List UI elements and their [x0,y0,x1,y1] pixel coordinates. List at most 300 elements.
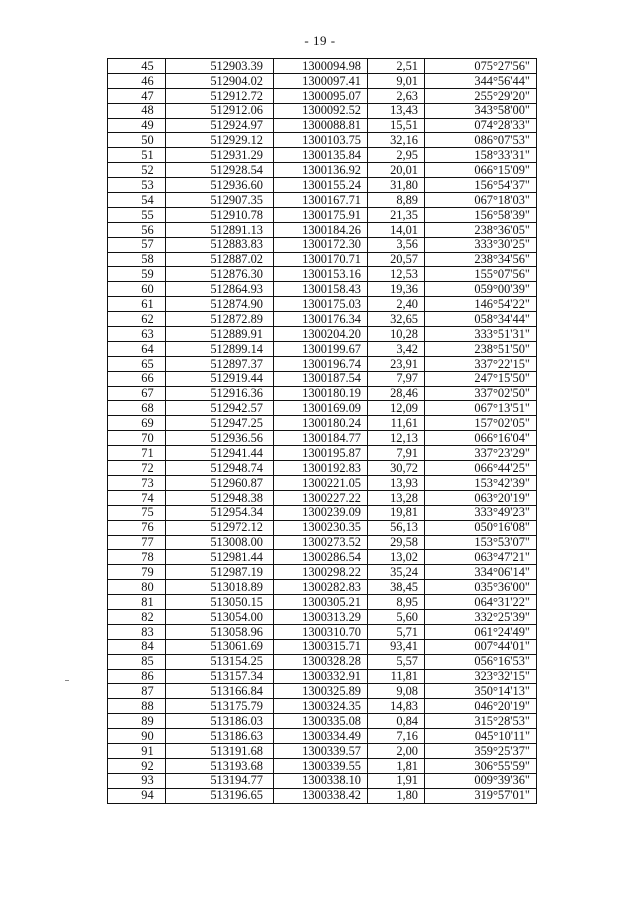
bearing-cell: 155°07'56" [425,267,537,282]
point-number-cell: 83 [108,624,166,639]
distance-cell: 9,08 [368,684,425,699]
distance-cell: 2,51 [368,59,425,74]
distance-cell: 1,80 [368,788,425,803]
coordinates-table [107,58,537,804]
distance-cell: 19,36 [368,282,425,297]
bearing-cell: 359°25'37" [425,743,537,758]
bearing-cell: 337°23'29" [425,446,537,461]
table-row [108,163,537,178]
point-number-cell: 56 [108,222,166,237]
y-coordinate-cell: 1300192.83 [274,461,368,476]
table-row [108,714,537,729]
table-row [108,207,537,222]
y-coordinate-cell: 1300324.35 [274,699,368,714]
point-number-cell: 77 [108,535,166,550]
point-number-cell: 61 [108,297,166,312]
distance-cell: 8,95 [368,595,425,610]
point-number-cell: 69 [108,416,166,431]
x-coordinate-cell: 512891.13 [166,222,274,237]
y-coordinate-cell: 1300167.71 [274,193,368,208]
table-row [108,475,537,490]
bearing-cell: 146°54'22" [425,297,537,312]
y-coordinate-cell: 1300103.75 [274,133,368,148]
distance-cell: 11,81 [368,669,425,684]
y-coordinate-cell: 1300335.08 [274,714,368,729]
distance-cell: 14,83 [368,699,425,714]
point-number-cell: 53 [108,178,166,193]
bearing-cell: 319°57'01" [425,788,537,803]
table-row [108,327,537,342]
table-row [108,580,537,595]
bearing-cell: 050°16'08" [425,520,537,535]
distance-cell: 1,81 [368,758,425,773]
bearing-cell: 334°06'14" [425,565,537,580]
x-coordinate-cell: 513061.69 [166,639,274,654]
point-number-cell: 63 [108,327,166,342]
table-row [108,88,537,103]
bearing-cell: 315°28'53" [425,714,537,729]
table-row [108,446,537,461]
bearing-cell: 344°56'44" [425,73,537,88]
table-row [108,490,537,505]
y-coordinate-cell: 1300298.22 [274,565,368,580]
y-coordinate-cell: 1300196.74 [274,356,368,371]
distance-cell: 15,51 [368,118,425,133]
x-coordinate-cell: 513157.34 [166,669,274,684]
point-number-cell: 60 [108,282,166,297]
table-row [108,59,537,74]
distance-cell: 2,40 [368,297,425,312]
table-row [108,252,537,267]
distance-cell: 2,00 [368,743,425,758]
y-coordinate-cell: 1300339.55 [274,758,368,773]
point-number-cell: 78 [108,550,166,565]
bearing-cell: 064°31'22" [425,595,537,610]
table-row [108,788,537,803]
table-row [108,609,537,624]
bearing-cell: 063°47'21" [425,550,537,565]
y-coordinate-cell: 1300184.77 [274,431,368,446]
x-coordinate-cell: 512947.25 [166,416,274,431]
bearing-cell: 156°54'37" [425,178,537,193]
point-number-cell: 47 [108,88,166,103]
x-coordinate-cell: 512919.44 [166,371,274,386]
y-coordinate-cell: 1300310.70 [274,624,368,639]
x-coordinate-cell: 513175.79 [166,699,274,714]
point-number-cell: 68 [108,401,166,416]
point-number-cell: 87 [108,684,166,699]
point-number-cell: 89 [108,714,166,729]
x-coordinate-cell: 513050.15 [166,595,274,610]
bearing-cell: 009°39'36" [425,773,537,788]
table-row [108,133,537,148]
table-row [108,520,537,535]
x-coordinate-cell: 512981.44 [166,550,274,565]
point-number-cell: 84 [108,639,166,654]
point-number-cell: 45 [108,59,166,74]
point-number-cell: 81 [108,595,166,610]
table-row [108,416,537,431]
distance-cell: 13,93 [368,475,425,490]
distance-cell: 32,16 [368,133,425,148]
y-coordinate-cell: 1300221.05 [274,475,368,490]
bearing-cell: 333°51'31" [425,327,537,342]
distance-cell: 35,24 [368,565,425,580]
y-coordinate-cell: 1300092.52 [274,103,368,118]
x-coordinate-cell: 513196.65 [166,788,274,803]
y-coordinate-cell: 1300204.20 [274,327,368,342]
table-row [108,178,537,193]
table-row [108,743,537,758]
distance-cell: 12,13 [368,431,425,446]
y-coordinate-cell: 1300239.09 [274,505,368,520]
distance-cell: 0,84 [368,714,425,729]
bearing-cell: 343°58'00" [425,103,537,118]
bearing-cell: 337°02'50" [425,386,537,401]
x-coordinate-cell: 512910.78 [166,207,274,222]
bearing-cell: 238°36'05" [425,222,537,237]
table-row [108,595,537,610]
x-coordinate-cell: 512972.12 [166,520,274,535]
distance-cell: 9,01 [368,73,425,88]
coordinates-table-body [108,59,537,804]
point-number-cell: 92 [108,758,166,773]
distance-cell: 2,95 [368,148,425,163]
bearing-cell: 247°15'50" [425,371,537,386]
x-coordinate-cell: 513058.96 [166,624,274,639]
point-number-cell: 65 [108,356,166,371]
x-coordinate-cell: 512936.60 [166,178,274,193]
table-row [108,505,537,520]
distance-cell: 7,91 [368,446,425,461]
table-row [108,565,537,580]
y-coordinate-cell: 1300334.49 [274,729,368,744]
x-coordinate-cell: 513018.89 [166,580,274,595]
bearing-cell: 061°24'49" [425,624,537,639]
x-coordinate-cell: 512889.91 [166,327,274,342]
distance-cell: 14,01 [368,222,425,237]
x-coordinate-cell: 512924.97 [166,118,274,133]
distance-cell: 20,57 [368,252,425,267]
bearing-cell: 046°20'19" [425,699,537,714]
point-number-cell: 52 [108,163,166,178]
point-number-cell: 70 [108,431,166,446]
bearing-cell: 058°34'44" [425,312,537,327]
x-coordinate-cell: 513186.63 [166,729,274,744]
point-number-cell: 73 [108,475,166,490]
distance-cell: 21,35 [368,207,425,222]
y-coordinate-cell: 1300088.81 [274,118,368,133]
distance-cell: 29,58 [368,535,425,550]
point-number-cell: 86 [108,669,166,684]
table-row [108,148,537,163]
y-coordinate-cell: 1300305.21 [274,595,368,610]
x-coordinate-cell: 512876.30 [166,267,274,282]
distance-cell: 5,71 [368,624,425,639]
distance-cell: 56,13 [368,520,425,535]
bearing-cell: 333°30'25" [425,237,537,252]
table-row [108,699,537,714]
point-number-cell: 80 [108,580,166,595]
bearing-cell: 332°25'39" [425,609,537,624]
y-coordinate-cell: 1300273.52 [274,535,368,550]
x-coordinate-cell: 512883.83 [166,237,274,252]
point-number-cell: 57 [108,237,166,252]
y-coordinate-cell: 1300286.54 [274,550,368,565]
y-coordinate-cell: 1300328.28 [274,654,368,669]
x-coordinate-cell: 512903.39 [166,59,274,74]
distance-cell: 13,28 [368,490,425,505]
point-number-cell: 48 [108,103,166,118]
table-row [108,103,537,118]
x-coordinate-cell: 512931.29 [166,148,274,163]
distance-cell: 5,60 [368,609,425,624]
y-coordinate-cell: 1300315.71 [274,639,368,654]
y-coordinate-cell: 1300155.24 [274,178,368,193]
margin-mark [65,680,69,681]
y-coordinate-cell: 1300313.29 [274,609,368,624]
point-number-cell: 55 [108,207,166,222]
table-row [108,267,537,282]
x-coordinate-cell: 513193.68 [166,758,274,773]
bearing-cell: 350°14'13" [425,684,537,699]
distance-cell: 19,81 [368,505,425,520]
table-row [108,73,537,88]
point-number-cell: 50 [108,133,166,148]
y-coordinate-cell: 1300230.35 [274,520,368,535]
bearing-cell: 086°07'53" [425,133,537,148]
point-number-cell: 64 [108,341,166,356]
x-coordinate-cell: 512942.57 [166,401,274,416]
bearing-cell: 063°20'19" [425,490,537,505]
distance-cell: 3,42 [368,341,425,356]
x-coordinate-cell: 513154.25 [166,654,274,669]
point-number-cell: 58 [108,252,166,267]
y-coordinate-cell: 1300338.10 [274,773,368,788]
table-row [108,773,537,788]
point-number-cell: 71 [108,446,166,461]
y-coordinate-cell: 1300187.54 [274,371,368,386]
point-number-cell: 79 [108,565,166,580]
x-coordinate-cell: 512960.87 [166,475,274,490]
table-row [108,401,537,416]
table-row [108,639,537,654]
distance-cell: 8,89 [368,193,425,208]
table-row [108,535,537,550]
table-row [108,356,537,371]
table-row [108,312,537,327]
table-row [108,118,537,133]
distance-cell: 38,45 [368,580,425,595]
x-coordinate-cell: 512954.34 [166,505,274,520]
point-number-cell: 76 [108,520,166,535]
y-coordinate-cell: 1300176.34 [274,312,368,327]
y-coordinate-cell: 1300282.83 [274,580,368,595]
table-row [108,550,537,565]
distance-cell: 23,91 [368,356,425,371]
distance-cell: 12,53 [368,267,425,282]
distance-cell: 31,80 [368,178,425,193]
point-number-cell: 54 [108,193,166,208]
table-row [108,341,537,356]
y-coordinate-cell: 1300136.92 [274,163,368,178]
bearing-cell: 153°42'39" [425,475,537,490]
distance-cell: 12,09 [368,401,425,416]
table-row [108,431,537,446]
distance-cell: 3,56 [368,237,425,252]
y-coordinate-cell: 1300169.09 [274,401,368,416]
bearing-cell: 153°53'07" [425,535,537,550]
distance-cell: 93,41 [368,639,425,654]
y-coordinate-cell: 1300153.16 [274,267,368,282]
table-row [108,282,537,297]
bearing-cell: 157°02'05" [425,416,537,431]
point-number-cell: 88 [108,699,166,714]
distance-cell: 7,97 [368,371,425,386]
table-row [108,297,537,312]
distance-cell: 13,02 [368,550,425,565]
point-number-cell: 82 [108,609,166,624]
table-row [108,237,537,252]
distance-cell: 5,57 [368,654,425,669]
point-number-cell: 85 [108,654,166,669]
bearing-cell: 323°32'15" [425,669,537,684]
y-coordinate-cell: 1300195.87 [274,446,368,461]
x-coordinate-cell: 512948.74 [166,461,274,476]
distance-cell: 20,01 [368,163,425,178]
distance-cell: 1,91 [368,773,425,788]
x-coordinate-cell: 512897.37 [166,356,274,371]
bearing-cell: 156°58'39" [425,207,537,222]
table-row [108,654,537,669]
table-row [108,684,537,699]
x-coordinate-cell: 512948.38 [166,490,274,505]
y-coordinate-cell: 1300170.71 [274,252,368,267]
x-coordinate-cell: 513191.68 [166,743,274,758]
point-number-cell: 90 [108,729,166,744]
table-row [108,461,537,476]
x-coordinate-cell: 512872.89 [166,312,274,327]
x-coordinate-cell: 512987.19 [166,565,274,580]
x-coordinate-cell: 513186.03 [166,714,274,729]
point-number-cell: 75 [108,505,166,520]
y-coordinate-cell: 1300199.67 [274,341,368,356]
x-coordinate-cell: 512912.06 [166,103,274,118]
bearing-cell: 059°00'39" [425,282,537,297]
y-coordinate-cell: 1300135.84 [274,148,368,163]
table-row [108,758,537,773]
x-coordinate-cell: 512899.14 [166,341,274,356]
x-coordinate-cell: 512907.35 [166,193,274,208]
y-coordinate-cell: 1300332.91 [274,669,368,684]
bearing-cell: 158°33'31" [425,148,537,163]
x-coordinate-cell: 512904.02 [166,73,274,88]
y-coordinate-cell: 1300172.30 [274,237,368,252]
bearing-cell: 066°44'25" [425,461,537,476]
bearing-cell: 035°36'00" [425,580,537,595]
x-coordinate-cell: 512874.90 [166,297,274,312]
x-coordinate-cell: 512916.36 [166,386,274,401]
bearing-cell: 075°27'56" [425,59,537,74]
x-coordinate-cell: 512936.56 [166,431,274,446]
y-coordinate-cell: 1300094.98 [274,59,368,74]
page-number: - 19 - [304,33,336,48]
y-coordinate-cell: 1300180.24 [274,416,368,431]
distance-cell: 30,72 [368,461,425,476]
table-row [108,669,537,684]
y-coordinate-cell: 1300175.03 [274,297,368,312]
bearing-cell: 066°16'04" [425,431,537,446]
y-coordinate-cell: 1300339.57 [274,743,368,758]
point-number-cell: 72 [108,461,166,476]
bearing-cell: 067°13'51" [425,401,537,416]
y-coordinate-cell: 1300097.41 [274,73,368,88]
x-coordinate-cell: 513008.00 [166,535,274,550]
x-coordinate-cell: 512912.72 [166,88,274,103]
point-number-cell: 93 [108,773,166,788]
table-row [108,624,537,639]
point-number-cell: 62 [108,312,166,327]
x-coordinate-cell: 512929.12 [166,133,274,148]
bearing-cell: 066°15'09" [425,163,537,178]
bearing-cell: 238°51'50" [425,341,537,356]
point-number-cell: 59 [108,267,166,282]
point-number-cell: 51 [108,148,166,163]
point-number-cell: 67 [108,386,166,401]
bearing-cell: 337°22'15" [425,356,537,371]
y-coordinate-cell: 1300184.26 [274,222,368,237]
y-coordinate-cell: 1300175.91 [274,207,368,222]
distance-cell: 10,28 [368,327,425,342]
table-row [108,386,537,401]
bearing-cell: 056°16'53" [425,654,537,669]
bearing-cell: 306°55'59" [425,758,537,773]
distance-cell: 28,46 [368,386,425,401]
table-row [108,729,537,744]
bearing-cell: 007°44'01" [425,639,537,654]
point-number-cell: 46 [108,73,166,88]
distance-cell: 2,63 [368,88,425,103]
bearing-cell: 045°10'11" [425,729,537,744]
y-coordinate-cell: 1300338.42 [274,788,368,803]
distance-cell: 7,16 [368,729,425,744]
y-coordinate-cell: 1300180.19 [274,386,368,401]
x-coordinate-cell: 513054.00 [166,609,274,624]
x-coordinate-cell: 512941.44 [166,446,274,461]
distance-cell: 13,43 [368,103,425,118]
x-coordinate-cell: 513194.77 [166,773,274,788]
bearing-cell: 074°28'33" [425,118,537,133]
y-coordinate-cell: 1300158.43 [274,282,368,297]
y-coordinate-cell: 1300227.22 [274,490,368,505]
table-row [108,193,537,208]
point-number-cell: 94 [108,788,166,803]
point-number-cell: 91 [108,743,166,758]
point-number-cell: 66 [108,371,166,386]
distance-cell: 11,61 [368,416,425,431]
table-row [108,371,537,386]
bearing-cell: 255°29'20" [425,88,537,103]
bearing-cell: 067°18'03" [425,193,537,208]
x-coordinate-cell: 512928.54 [166,163,274,178]
point-number-cell: 49 [108,118,166,133]
y-coordinate-cell: 1300095.07 [274,88,368,103]
table-row [108,222,537,237]
x-coordinate-cell: 513166.84 [166,684,274,699]
point-number-cell: 74 [108,490,166,505]
x-coordinate-cell: 512887.02 [166,252,274,267]
bearing-cell: 238°34'56" [425,252,537,267]
